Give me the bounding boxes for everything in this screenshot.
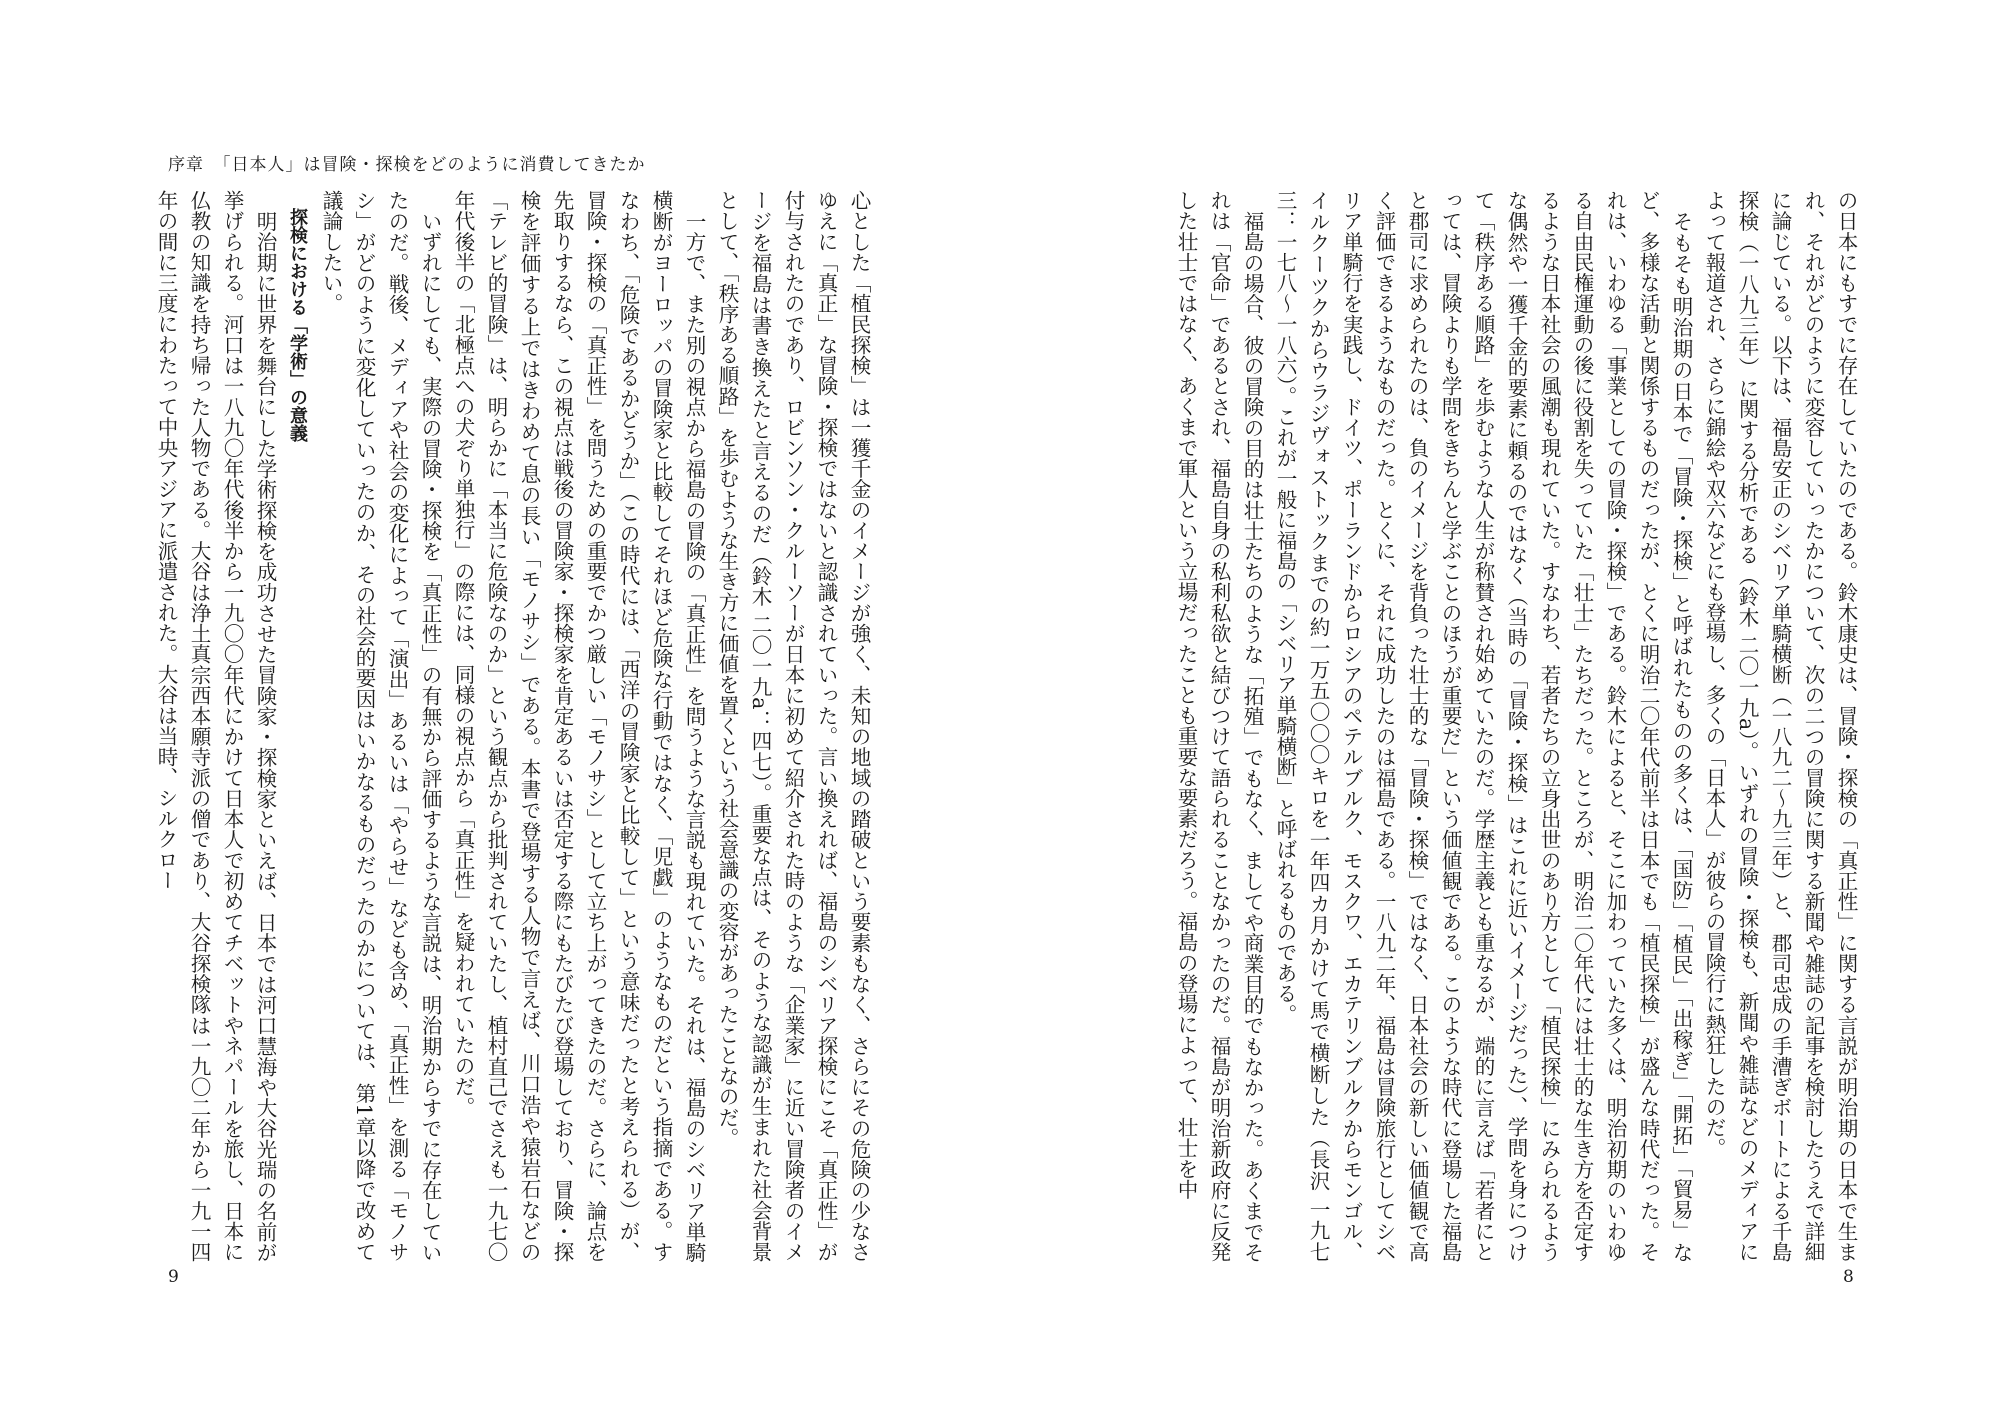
paragraph: いずれにしても、実際の冒険・探検を「真正性」の有無から評価するような言説は、明治期からすでに存在していたのだ。戦後、メディアや社会の変化によって「演出」あるいは「やらせ」なども含め、「真正性」を測る「モノサシ」がどのように変化していったのか、その社会的要因はいかなるものだったのかについては、第1章以降で改めて議論したい。 — [319, 190, 442, 1262]
paragraph: 福島の場合、彼の冒険の目的は壮士たちのような「拓殖」でもなく、ましてや商業目的でもなかった。あくまでそれは「官命」であるとされ、福島自身の私利私欲と結びつけて語られることなかったのだ。福島が明治新政府に反発した壮士ではなく、あくまで軍人という立場だったことも重要な要素だろう。福島の登場によって、壮士を中 — [1174, 190, 1264, 1262]
paragraph: 心とした「植民探検」は一獲千金のイメージが強く、未知の地域の踏破という要素もなく、さらにその危険の少なさゆえに「真正」な冒険・探検ではないと認識されていった。言い換えれば、福島のシベリア探検にこそ「真正性」が付与されたのであり、ロビンソン・クルーソーが日本に初めて紹介された時のような「企業家」に近い冒険者のイメージを福島は書き換えたと言えるのだ（鈴木 二〇一九a：四七）。重要な点は、そのような認識が生まれた社会背景として、「秩序ある順路」を歩むような生き方に価値を置くという社会意識の変容があったことなのだ。 — [715, 190, 871, 1262]
running-head: 序章 「日本人」は冒険・探検をどのように消費してきたか — [168, 155, 646, 175]
page-number-right: 8 — [1843, 1267, 1854, 1287]
paragraph: そもそも明治期の日本で「冒険・探検」と呼ばれたものの多くは、「国防」「植民」「出稼ぎ」「開拓」「貿易」など、多様な活動と関係するものだったが、とくに明治二〇年代前半は日本でも「植民探検」が盛んな時代だった。それは、いわゆる「事業としての冒険・探検」である。鈴木によると、そこに加わっていた多くは、明治初期のいわゆる自由民権運動の後に役割を失っていた「壮士」たちだった。ところが、明治二〇年代には壮士的な生き方を否定するような日本社会の風潮も現れていた。すなわち、若者たちの立身出世のあり方として「植民探検」にみられるような偶然や一獲千金的要素に頼るのではなく（当時の「冒険・探検」はこれに近いイメージだった）、学問を身につけて「秩序ある順路」を歩むような人生が称賛され始めていたのだ。学歴主義とも重なるが、端的に言えば「若者にとっては、冒険よりも学問をきちんと学ぶことのほうが重要だ」という価値観である。このような時代に登場した福島と郡司に求められたのは、負のイメージを背負った壮士的な「冒険・探検」ではなく、日本社会の新しい価値観で高く評価できるようなものだった。とくに、それに成功したのは福島である。一八九二年、福島は冒険旅行としてシベリア単騎行を実践し、ドイツ、ポーランドからロシアのペテルブルク、モスクワ、エカテリンブルクからモンゴル、イルクーツクからウラジヴォストックまでの約一万五〇〇〇キロを一年四カ月かけて馬で横断した（長沢 一九七三：一七八〜一八六）。これが一般に福島の「シベリア単騎横断」と呼ばれるものである。 — [1273, 190, 1693, 1262]
paragraph: 一方で、また別の視点から福島の冒険の「真正性」を問うような言説も現れていた。それは、福島のシベリア単騎横断がヨーロッパの冒険家と比較してそれほど危険な行動ではなく、「児戯」のようなものだという指摘である。すなわち、「危険であるかどうか」（この時代には、「西洋の冒険家と比較して」という意味だったと考えられる）が、冒険・探検の「真正性」を問うための重要でかつ厳しい「モノサシ」として立ち上がってきたのだ。さらに、論点を先取りするなら、この視点は戦後の冒険家・探検家を肯定あるいは否定する際にもたびたび登場しており、冒険・探検を評価する上ではきわめて息の長い「モノサシ」である。本書で登場する人物で言えば、川口浩や猿岩石などの「テレビ的冒険」は、明らかに「本当に危険なのか」という観点から批判されていたし、植村直己でさえも一九七〇年代後半の「北極点への犬ぞり単独行」の際には、同様の視点から「真正性」を疑われていたのだ。 — [451, 190, 706, 1262]
section-subhead: 探検における「学術」の意義 — [287, 208, 308, 442]
page-number-left: 9 — [168, 1267, 179, 1287]
paragraph: の日本にもすでに存在していたのである。鈴木康史は、冒険・探検の「真正性」に関する言説が明治期の日本で生まれ、それがどのように変容していったかについて、次の二つの冒険に関する新聞や雑誌の記事を検討したうえで詳細に論じている。以下は、福島安正のシベリア単騎横断（一八九二〜九三年）と、郡司忠成の手漕ぎボートによる千島探検（一八九三年）に関する分析である（鈴木 二〇一九a）。いずれの冒険・探検も、新聞や雑誌などのメディアによって報道され、さらに錦絵や双六などにも登場し、多くの「日本人」が彼らの冒険行に熱狂したのだ。 — [1702, 190, 1858, 1262]
paragraph: 明治期に世界を舞台にした学術探検を成功させた冒険家・探検家といえば、日本では河口慧海や大谷光瑞の名前が挙げられる。河口は一八九〇年代後半から一九〇〇年代にかけて日本人で初めてチベットやネパールを旅し、日本に仏教の知識を持ち帰った人物である。大谷は浄土真宗西本願寺派の僧であり、大谷探検隊は一九〇二年から一九一四年の間に三度にわたって中央アジアに派遣された。大谷は当時、シルクロー — [154, 190, 277, 1262]
left-page-text — [154, 190, 875, 1262]
right-page-text — [1132, 190, 1862, 1262]
